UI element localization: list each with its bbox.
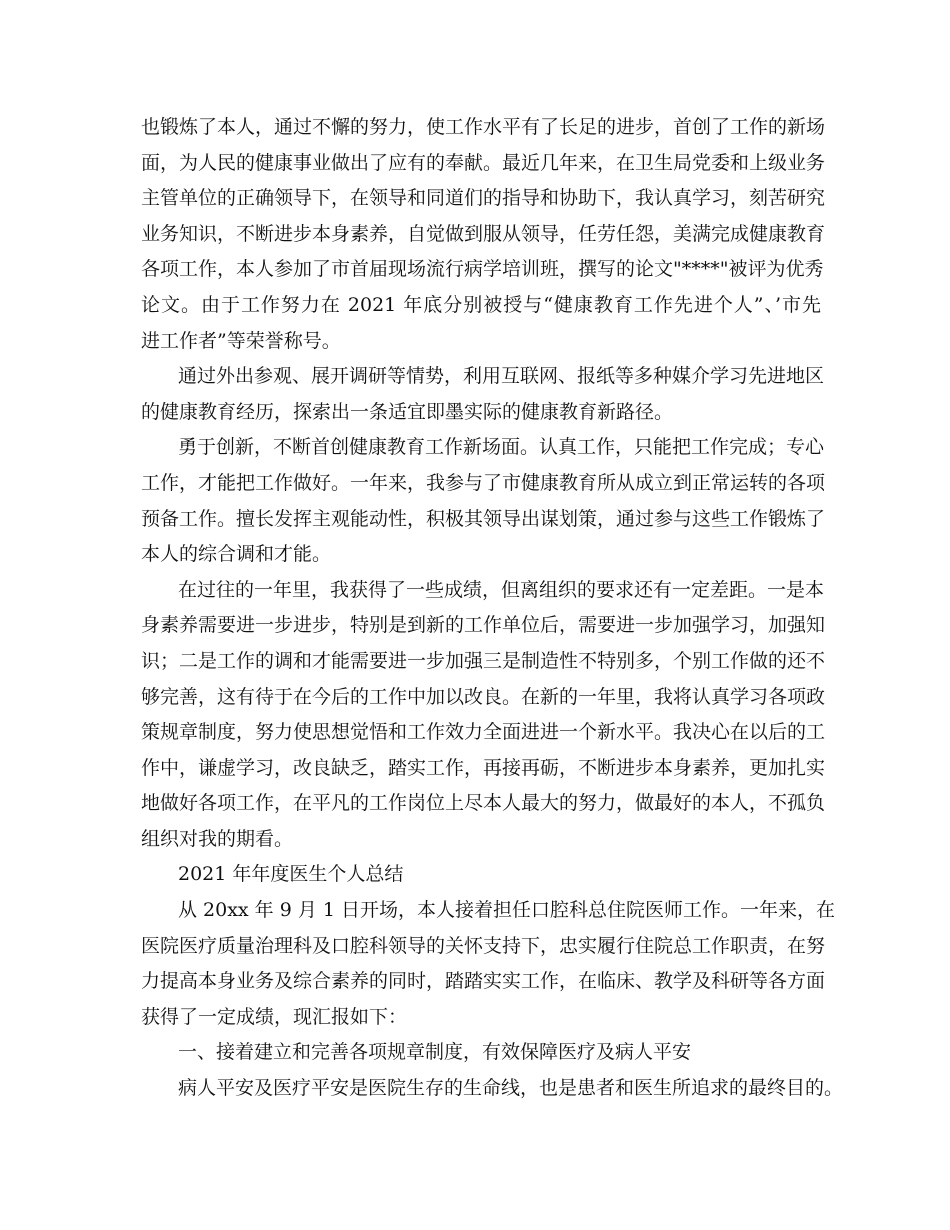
- text-line: 预备工作。擅长发挥主观能动性，积极其领导出谋划策，通过参与这些工作锻炼了: [141, 507, 826, 530]
- text-line: 力提高本身业务及综合素养的同时，踏踏实实工作，在临床、教学及科研等各方面: [141, 970, 826, 993]
- text-line: 身素养需要进一步进步，特别是到新的工作单位后，需要进一步加强学习，加强知: [141, 614, 826, 637]
- paragraph: [141, 1071, 844, 1107]
- text-line: 一、接着建立和完善各项规章制度，有效保障医疗及病人平安: [178, 1041, 692, 1064]
- text-line: 勇于创新，不断首创健康教育工作新场面。认真工作，只能把工作完成；专心: [178, 436, 825, 459]
- text-line: 够完善，这有待于在今后的工作中加以改良。在新的一年里，我将认真学习各项政: [141, 685, 826, 708]
- text-line: 进工作者”等荣誉称号。: [141, 329, 341, 352]
- text-line: 各项工作，本人参加了市首届现场流行病学培训班，撰写的论文"****"被评为优秀: [141, 258, 824, 281]
- text-line: 的健康教育经历，探索出一条适宜即墨实际的健康教育新路径。: [141, 400, 674, 423]
- paragraph: [141, 857, 821, 893]
- text-line: 也锻炼了本人，通过不懈的努力，使工作水平有了长足的进步，首创了工作的新场: [141, 116, 826, 138]
- paragraph: [141, 893, 836, 1035]
- text-line: 2021 年年度医生个人总结: [178, 863, 404, 886]
- paragraph: [141, 359, 825, 430]
- text-line: 业务知识，不断进步本身素养，自觉做到服从领导，任劳任怨，美满完成健康教育: [141, 222, 826, 245]
- text-line: 面，为人民的健康事业做出了应有的奉献。最近几年来，在卫生局党委和上级业务: [141, 151, 826, 174]
- text-line: 主管单位的正确领导下，在领导和同道们的指导和协助下，我认真学习，刻苦研究: [141, 187, 826, 210]
- text-line: 策规章制度，努力使思想觉悟和工作效力全面进进一个新水平。我决心在以后的工: [141, 721, 826, 744]
- text-line: 识；二是工作的调和才能需要进一步加强三是制造性不特别多，个别工作做的还不: [141, 649, 826, 672]
- text-line: 在过往的一年里，我获得了一些成绩，但离组织的要求还有一定差距。一是本: [178, 578, 825, 601]
- paragraph: [141, 110, 826, 359]
- text-line: 本人的综合调和才能。: [141, 543, 332, 566]
- paragraph: [141, 1035, 821, 1071]
- paragraph: [141, 573, 826, 858]
- text-line: 论文。由于工作努力在 2021 年底分别被授与“健康教育工作先进个人”、’市先: [141, 293, 821, 316]
- text-line: 组织对我的期看。: [141, 827, 294, 850]
- text-line: 通过外出参观、展开调研等情势，利用互联网、报纸等多种媒介学习先进地区: [178, 365, 825, 388]
- text-line: 病人平安及医疗平安是医院生存的生命线，也是患者和医生所追求的最终目的。: [178, 1077, 844, 1100]
- text-line: 地做好各项工作，在平凡的工作岗位上尽本人最大的努力，做最好的本人，不孤负: [141, 792, 826, 815]
- text-line: 从 20xx 年 9 月 1 日开场，本人接着担任口腔科总住院医师工作。一年来，在: [178, 899, 836, 922]
- paragraph: [141, 430, 826, 572]
- text-line: 作中，谦虚学习，改良缺乏，踏实工作，再接再砺，不断进步本身素养，更加扎实: [141, 756, 826, 779]
- text-line: 医院医疗质量治理科及口腔科领导的关怀支持下，忠实履行住院总工作职责，在努: [141, 934, 826, 957]
- text-line: 获得了一定成绩，现汇报如下：: [141, 1005, 408, 1028]
- text-line: 工作，才能把工作做好。一年来，我参与了市健康教育所从成立到正常运转的各项: [141, 471, 826, 494]
- document-body: [141, 110, 844, 1107]
